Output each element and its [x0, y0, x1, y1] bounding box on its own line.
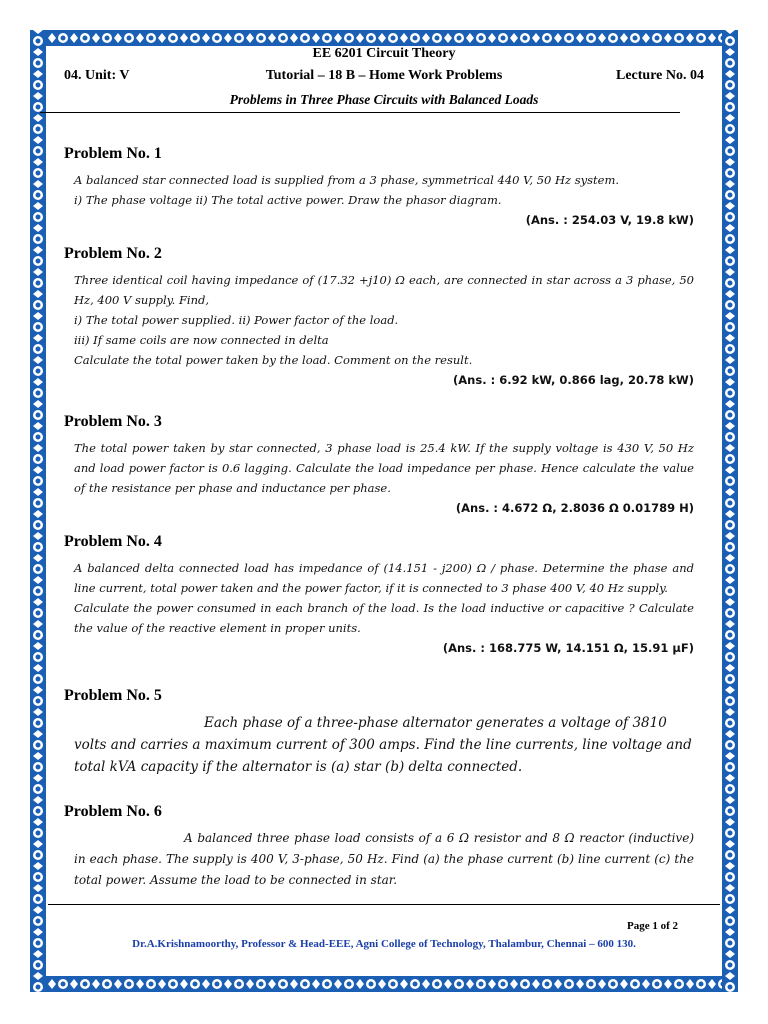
unit-label: 04. Unit: V [64, 68, 130, 83]
tutorial-title: Tutorial – 18 B – Home Work Problems [265, 68, 503, 83]
problem-2 [64, 244, 704, 390]
decorative-border-top [30, 30, 738, 46]
page-subtitle: Problems in Three Phase Circuits with Balanced Loads [229, 92, 539, 107]
problem-text [74, 170, 694, 210]
problem-5 [64, 686, 704, 778]
problem-answer: (Ans. : 168.775 W, 14.151 Ω, 15.91 μF) [442, 641, 694, 655]
page-number: Page 1 of 2 [626, 920, 678, 932]
problem-heading: Problem No. 2 [64, 245, 162, 262]
problem-heading: Problem No. 4 [64, 533, 162, 550]
problem-heading: Problem No. 5 [64, 687, 162, 704]
problem-1 [64, 144, 704, 230]
footer-divider [48, 904, 720, 905]
problem-line: i) The phase voltage ii) The total active power. Draw the phasor diagram. [74, 193, 502, 207]
problem-text [74, 558, 694, 638]
problem-line: The total power taken by star connected, 3 phase load is 25.4 kW. If the supply voltage is 430 V, 50 Hz and load power factor is 0.6 lagging. Calculate the load impedance per phase. Hence calculate the value of the resistance per phase and inductance per phase. [74, 441, 694, 495]
problem-line: Calculate the power consumed in each branch of the load. Is the load inductive or capacitive ? Calculate the value of the reactive element in proper units. [74, 601, 694, 635]
problem-3 [64, 412, 704, 518]
problem-6 [64, 802, 704, 891]
problem-answer: (Ans. : 4.672 Ω, 2.8036 Ω 0.01789 H) [455, 501, 694, 515]
problem-line: Calculate the total power taken by the load. Comment on the result. [74, 353, 473, 367]
problem-heading: Problem No. 6 [64, 803, 162, 820]
problem-heading: Problem No. 1 [64, 145, 162, 162]
problem-text: Each phase of a three-phase alternator generates a voltage of 3810 volts and carries a maximum current of 300 amps. Find the line currents, line voltage and total kVA capacity if the alternator is (a) star (b) delta connected. [74, 715, 692, 775]
problem-line: Three identical coil having impedance of (17.32 +j10) Ω each, are connected in star across a 3 phase, 50 Hz, 400 V supply. Find, [74, 273, 694, 307]
problem-text [74, 438, 694, 498]
problem-line: i) The total power supplied. ii) Power factor of the load. [74, 313, 399, 327]
problem-line: A balanced delta connected load has impedance of (14.151 - j200) Ω / phase. Determine the phase and line current, total power taken and the power factor, if it is connected to 3 phase 400 V, 40 Hz supply. [74, 561, 694, 595]
problem-4 [64, 532, 704, 658]
course-title: EE 6201 Circuit Theory [312, 46, 456, 61]
header-divider [40, 112, 680, 113]
problem-text [74, 270, 694, 370]
decorative-border-left [30, 30, 46, 992]
problem-heading: Problem No. 3 [64, 413, 162, 430]
author-credit: Dr.A.Krishnamoorthy, Professor & Head-EEE, Agni College of Technology, Thalambur, Chennai – 600 130. [132, 938, 636, 950]
problem-text: A balanced three phase load consists of a 6 Ω resistor and 8 Ω reactor (inductive) in each phase. The supply is 400 V, 3-phase, 50 Hz. Find (a) the phase current (b) line current (c) the total power. Assume the load to be connected in star. [74, 831, 695, 887]
problem-answer: (Ans. : 6.92 kW, 0.866 lag, 20.78 kW) [453, 373, 694, 387]
problem-line: iii) If same coils are now connected in delta [74, 333, 329, 347]
decorative-border-bottom [30, 976, 738, 992]
problem-answer: (Ans. : 254.03 V, 19.8 kW) [525, 213, 694, 227]
lecture-label: Lecture No. 04 [616, 68, 704, 83]
problem-line: A balanced star connected load is supplied from a 3 phase, symmetrical 440 V, 50 Hz system. [74, 173, 620, 187]
decorative-border-right [722, 30, 738, 992]
